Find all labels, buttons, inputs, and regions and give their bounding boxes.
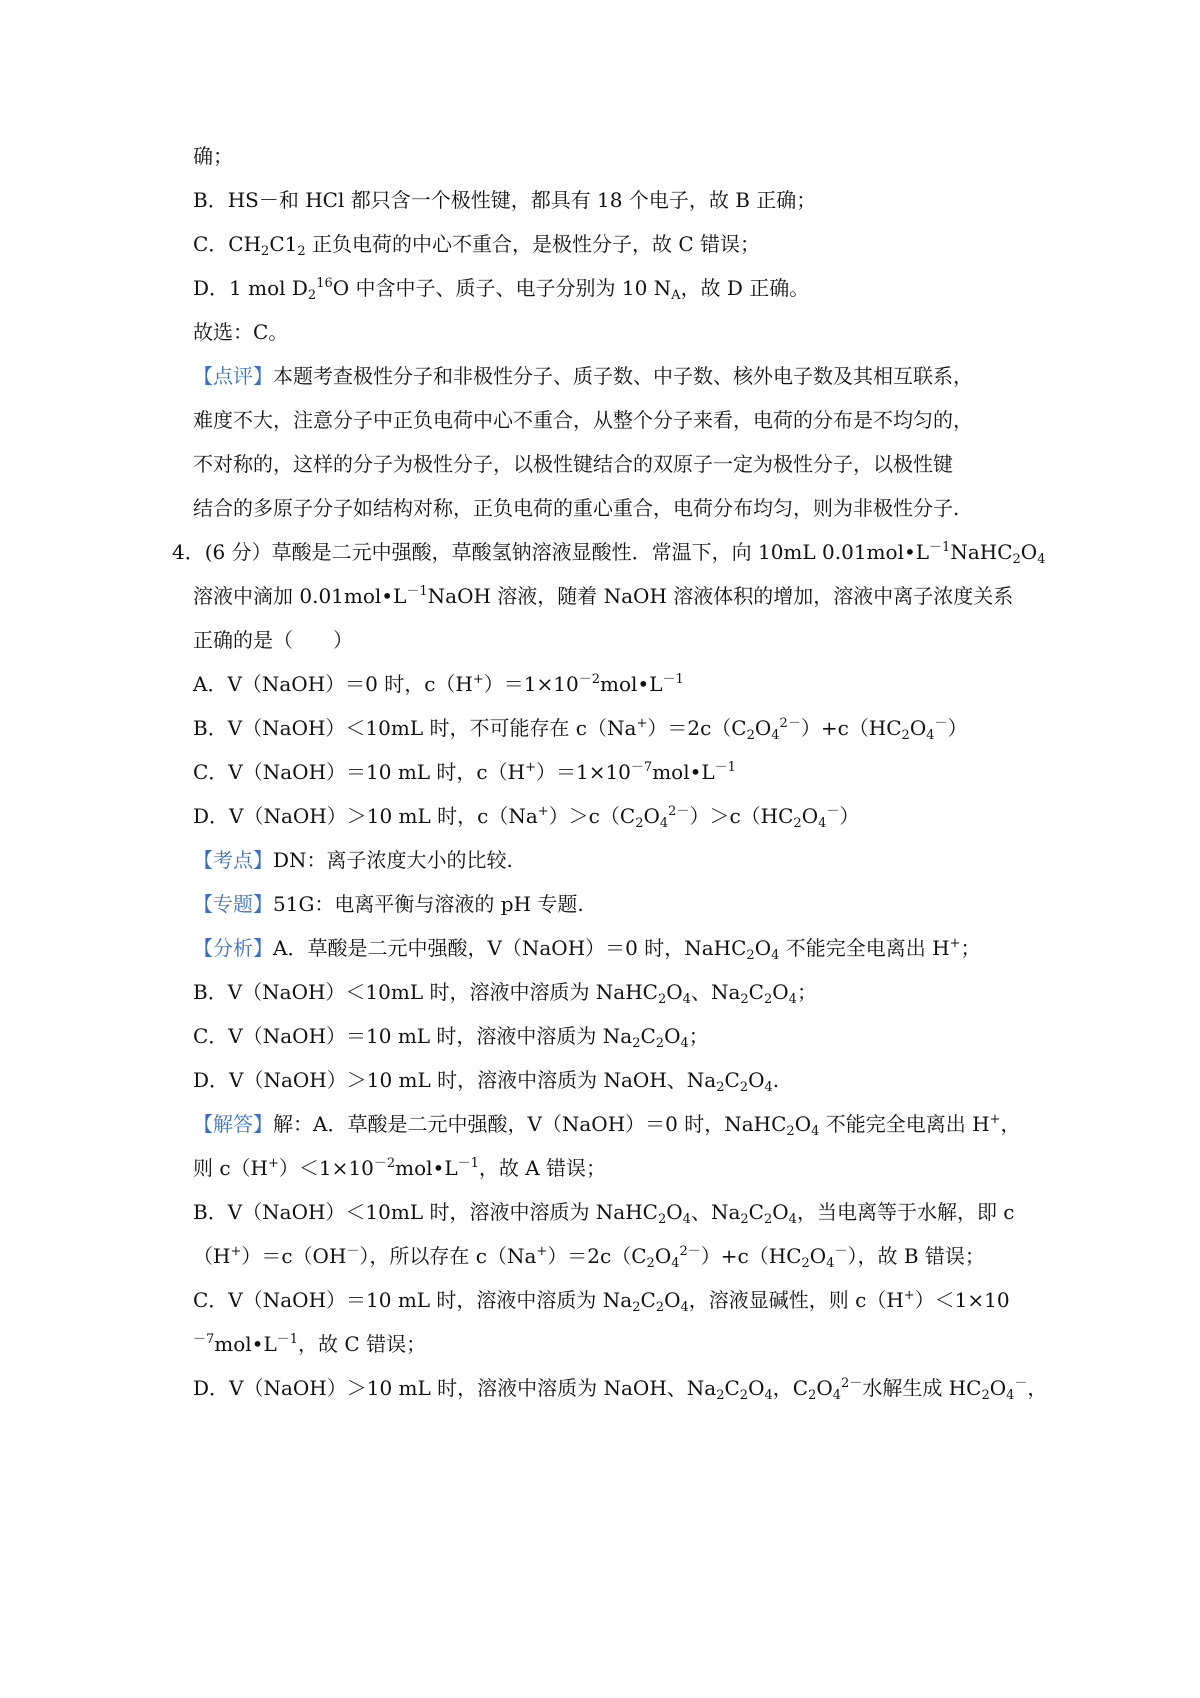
solution-line: $^{-7}mol•L^{-1}$，故 C 错误； [193,1332,427,1356]
analysis-tag: 【分析】 [193,936,273,960]
option-c-line: C．$CH_2C1_2$ 正负电荷的中心不重合，是极性分子，故 C 错误； [193,232,761,259]
option-d: D．V（NaOH）＞10 mL 时，$c(Na^+)>c(C_2O_4^{2-})>c(HC_2O_4^-)$ [193,804,860,831]
option-b-line: B．HS－和 HCl 都只含一个极性键，都具有 18 个电子，故 B 正确； [193,188,817,212]
comment-tag: 【点评】 [193,364,273,388]
topic-tag: 【专题】 [193,892,273,916]
analysis-line: C．V（NaOH）＝10 mL 时，溶液中溶质为 $Na_2C_2O_4$； [193,1024,709,1051]
knowledge-tag: 【考点】 [193,848,273,872]
text-line: 确； [193,144,233,168]
answer-line: 故选：C。 [193,320,289,344]
solution-line: （H+）＝c（OH－），所以存在 $c(Na^+)=2c(C_2O_4^{2-})+c(HC_2O_4^-)$，故 B 错误； [193,1244,985,1271]
comment-line: 【点评】本题考查极性分子和非极性分子、质子数、中子数、核外电子数及其相互联系， [193,364,973,388]
analysis-line: D．V（NaOH）＞10 mL 时，溶液中溶质为 NaOH、$Na_2C_2O_4$. [193,1068,780,1095]
solution-line: C．V（NaOH）＝10 mL 时，溶液中溶质为 $Na_2C_2O_4$，溶液显碱性，则 c（H+）＜1×10 [193,1288,1010,1315]
option-b: B．V（NaOH）＜10mL 时，不可能存在 $c(Na^+)=2c(C_2O_4^{2-})+c(HC_2O_4^-)$ [193,716,968,743]
topic-line: 【专题】51G：电离平衡与溶液的 pH 专题. [193,892,584,916]
solution-line: 则 $c(H^+)<1\times 10^{-2}mol•L^{-1}$，故 A 错误； [193,1156,607,1180]
question-4-stem: 4．(6 分）草酸是二元中强酸，草酸氢钠溶液显酸性．常温下，向 10mL $0.01mol•L^{-1}NaHC_2O_4$ [172,540,1046,567]
question-4-stem: 正确的是（ ） [193,628,353,652]
question-4-stem: 溶液中滴加 $0.01mol•L^{-1}NaOH$ 溶液，随着 NaOH 溶液体积的增加，溶液中离子浓度关系 [193,584,1014,608]
comment-line: 结合的多原子分子如结构对称，正负电荷的重心重合，电荷分布均匀，则为非极性分子. [193,496,960,520]
solution-line: 【解答】解：A．草酸是二元中强酸，V（NaOH）＝0 时，$NaHC_2O_4$ 不能完全电离出 H+， [193,1112,1021,1139]
option-c: C．V（NaOH）＝10 mL 时，$c(H^+)=1\times 10^{-7}mol•L^{-1}$ [193,760,736,784]
knowledge-point: 【考点】DN：离子浓度大小的比较. [193,848,513,872]
solution-line: D．V（NaOH）＞10 mL 时，溶液中溶质为 NaOH、$Na_2C_2O_4$，$C_2O_4^{2-}$水解生成 $HC_2O_4^-$， [193,1376,1048,1403]
comment-line: 难度不大，注意分子中正负电荷中心不重合，从整个分子来看，电荷的分布是不均匀的， [193,408,973,432]
option-d-line: D．1 mol $D_2^{16}O$ 中含中子、质子、电子分别为 10 $N_A$，故 D 正确。 [193,276,810,303]
option-a: A．V（NaOH）＝0 时，$c(H^+)=1\times 10^{-2}mol•L^{-1}$ [193,672,684,696]
analysis-line: B．V（NaOH）＜10mL 时，溶液中溶质为 $NaHC_2O_4$、$Na_2C_2O_4$； [193,980,817,1007]
solution-line: B．V（NaOH）＜10mL 时，溶液中溶质为 $NaHC_2O_4$、$Na_2C_2O_4$，当电离等于水解，即 c [193,1200,1015,1227]
analysis-line: 【分析】A．草酸是二元中强酸，V（NaOH）＝0 时，$NaHC_2O_4$ 不能完全电离出 H+； [193,936,981,963]
solution-tag: 【解答】 [193,1112,273,1136]
comment-line: 不对称的，这样的分子为极性分子，以极性键结合的双原子一定为极性分子，以极性键 [193,452,953,476]
